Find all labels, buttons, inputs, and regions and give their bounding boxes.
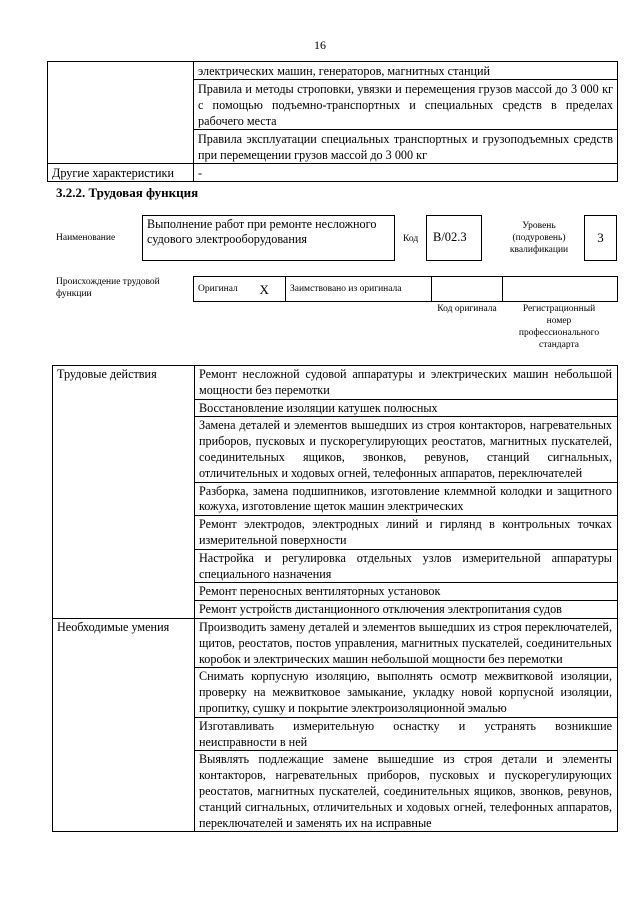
table-cell-right: Замена деталей и элементов вышедших из строя контакторов, нагревательных приборов, пусковых и пускорегулирующих реостатов, магнитных пускателей, соединительных ящиков, звонков, ревунов, станций сигнальных, отличительных и ходовых огней, телефонных аппаратов, переключателей xyxy=(195,417,618,482)
table-cell-right: электрических машин, генераторов, магнитных станций xyxy=(194,62,618,80)
origin-code-cell xyxy=(432,277,503,302)
table-row xyxy=(194,277,618,302)
table-row xyxy=(48,62,618,80)
labor-actions-table xyxy=(52,365,618,832)
function-code-value: B/02.3 xyxy=(426,215,482,261)
knowledge-table-continuation xyxy=(47,61,618,182)
name-label: Наименование xyxy=(56,233,116,243)
level-label: Уровень (подуровень) квалификации xyxy=(509,221,569,255)
function-name-value: Выполнение работ при ремонте несложного судового электрооборудования xyxy=(142,215,395,261)
original-mark: X xyxy=(256,277,286,302)
origin-code-caption: Код оригинала xyxy=(437,304,497,314)
table-cell-right: Настройка и регулировка отдельных узлов измерительной аппаратуры специального назначения xyxy=(195,549,618,583)
table-cell-right: Разборка, замена подшипников, изготовление клеммной колодки и защитного кожуха, изготовление щеток машин электрических xyxy=(195,482,618,516)
origin-label: Происхождение трудовой функции xyxy=(56,277,160,299)
reg-number-caption: Регистрационный номер профессионального стандарта xyxy=(518,304,600,350)
table-row xyxy=(53,618,618,667)
original-label: Оригинал xyxy=(194,277,256,302)
table-cell-right: Ремонт устройств дистанционного отключения электропитания судов xyxy=(195,601,618,619)
table-cell-right: Правила и методы строповки, увязки и перемещения грузов массой до 3 000 кг с помощью подъемно-транспортных и специальных средств в пределах рабочего места xyxy=(194,80,618,130)
table-cell-right: Выявлять подлежащие замене вышедшие из строя детали и элементы контакторов, нагревательных приборов, пусковых и пускорегулирующих реостатов, магнитных пускателей, соединительных ящиков, звонков, ревунов, станций сигнальных, отличительных и ходовых огней, телефонных аппаратов, переключателей и заменять их на исправные xyxy=(195,751,618,832)
table-cell-right: Ремонт переносных вентиляторных установок xyxy=(195,583,618,601)
group-label: Необходимые умения xyxy=(53,618,195,831)
table-cell-right: Изготавливать измерительную оснастку и устранять возникшие неисправности в ней xyxy=(195,717,618,751)
reg-number-cell xyxy=(503,277,618,302)
origin-table xyxy=(193,276,618,302)
table-row xyxy=(53,366,618,400)
table-cell-left xyxy=(48,62,194,164)
table-row xyxy=(48,164,618,182)
page-number: 16 xyxy=(314,38,326,52)
table-cell-right: Снимать корпусную изоляцию, выполнять осмотр межвитковой изоляции, проверку на межвитковое замыкание, укладку новой корпусной изоляции, пропитку, сушку и покрытие электроизоляционной эмалью xyxy=(195,668,618,717)
table-cell-right: Ремонт электродов, электродных линий и гирлянд в контрольных точках измерительной поверхности xyxy=(195,516,618,550)
table-cell-right: Восстановление изоляции катушек полюсных xyxy=(195,399,618,417)
code-label: Код xyxy=(403,234,419,244)
table-cell-right: Правила эксплуатации специальных транспортных и грузоподъемных средств при перемещении грузов массой до 3 000 кг xyxy=(194,130,618,164)
table-cell-right: - xyxy=(194,164,618,182)
group-label: Трудовые действия xyxy=(53,366,195,619)
section-title: 3.2.2. Трудовая функция xyxy=(56,185,199,200)
level-value: 3 xyxy=(584,215,617,261)
table-cell-right: Ремонт несложной судовой аппаратуры и электрических машин небольшой мощности без перемотки xyxy=(195,366,618,400)
table-cell-right: Производить замену деталей и элементов вышедших из строя переключателей, щитов, реостатов, постов управления, магнитных пускателей, соединительных коробок и электрических машин небольшой мощности без перемотки xyxy=(195,618,618,667)
borrowed-label: Заимствовано из оригинала xyxy=(286,277,432,302)
table-cell-left: Другие характеристики xyxy=(48,164,194,182)
